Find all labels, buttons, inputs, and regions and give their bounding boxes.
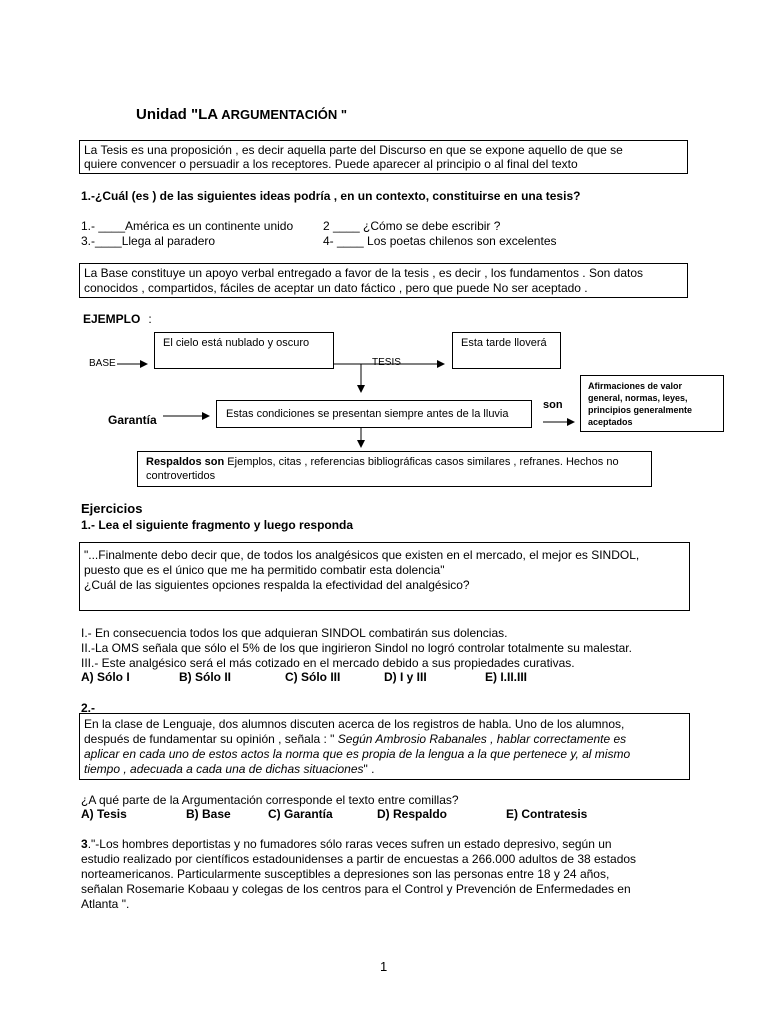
q2-answer-d: D) Respaldo (377, 807, 448, 821)
option-iii: III.- Este analgésico será el más cotizado en el mercado debido a sus propiedades curativas. (81, 656, 575, 670)
fragment-1-line-2: puesto que es el único que me ha permitido combatir esta dolencia" (84, 563, 445, 577)
base-line-1: La Base constituye un apoyo verbal entregado a favor de la tesis , es decir , los fundamentos . Son datos (84, 266, 644, 280)
question-2-number: 2.- (81, 701, 96, 715)
fragment-1-line-1: "...Finalmente debo decir que, de todos los analgésicos que existen en el mercado, el mejor es SINDOL, (84, 548, 640, 562)
q2-answer-e: E) Contratesis (506, 807, 588, 821)
tesis-example-box (452, 332, 561, 369)
base-example-box (154, 332, 334, 369)
respaldos-line-1 (146, 456, 619, 469)
q2-line-4-plain: " . (363, 762, 375, 776)
answer-e: E) I.II.III (485, 670, 528, 684)
answer-c: C) Sólo III (285, 670, 341, 684)
page-number: 1 (380, 959, 388, 974)
tesis-label: TESIS (372, 357, 401, 368)
q2-line-2 (84, 732, 626, 747)
q1-option-1: 1.- ____América es un continente unido (81, 219, 294, 233)
respaldos-line-2: controvertidos (146, 470, 216, 482)
title-rest: ARGUMENTACIÓN " (218, 107, 348, 122)
q2-answer-b: B) Base (186, 807, 231, 821)
son-label: son (543, 399, 563, 411)
question-3-line-1 (81, 837, 612, 852)
q2-line-1: En la clase de Lenguaje, dos alumnos discuten acerca de los registros de habla. Uno de los alumnos, (84, 717, 625, 731)
question-3-line-4: señalan Rosemarie Kobaau y colegas de los centros para el Control y Prevención de Enfermedades en (81, 882, 631, 896)
base-line-2: conocidos , compartidos, fáciles de aceptar un dato fáctico , pero que puede No ser aceptado . (84, 281, 588, 295)
q1-option-4: 4- ____ Los poetas chilenos son excelentes (323, 234, 557, 248)
q2-answer-a: A) Tesis (81, 807, 127, 821)
fragment-1-line-3: ¿Cuál de las siguientes opciones respalda la efectividad del analgésico? (84, 578, 470, 592)
tesis-example-text: Esta tarde lloverá (461, 337, 547, 349)
afirm-line-3: principios generalmente (588, 405, 693, 415)
question-3-number: 3 (81, 837, 88, 851)
afirm-line-1: Afirmaciones de valor (588, 381, 683, 391)
respaldos-box (137, 451, 652, 487)
q3-line-1-text: ."-Los hombres deportistas y no fumadores sólo raras veces sufren un estado depresivo, según un (87, 837, 612, 851)
ejercicios-subheading: 1.- Lea el siguiente fragmento y luego responda (81, 518, 354, 532)
answer-b: B) Sólo II (179, 670, 231, 684)
q2-line-4 (84, 762, 374, 777)
ejercicios-heading: Ejercicios (81, 501, 143, 516)
garantia-label: Garantía (108, 413, 157, 427)
q2-line-4-italic: tiempo , adecuada a cada una de dichas situaciones (84, 762, 364, 776)
q2-answer-c: C) Garantía (268, 807, 333, 821)
garantia-example-box (216, 400, 532, 428)
afirmaciones-box (580, 375, 724, 432)
afirm-line-4: aceptados (588, 417, 633, 427)
option-ii: II.-La OMS señala que sólo el 5% de los que ingirieron Sindol no logró controlar totalmente su malestar. (81, 641, 632, 655)
question-1-heading: 1.-¿Cuál (es ) de las siguientes ideas podría , en un contexto, constituirse en una tesis? (81, 189, 581, 203)
base-example-text: El cielo está nublado y oscuro (163, 337, 310, 349)
q1-option-3: 3.-____Llega al paradero (81, 234, 216, 248)
example-label-text: EJEMPLO (83, 312, 141, 326)
tesis-line-1: La Tesis es una proposición , es decir aquella parte del Discurso en que se expone aquello de que se (84, 143, 623, 157)
answer-a: A) Sólo I (81, 670, 130, 684)
q2-line-2-plain: después de fundamentar su opinión , señala : " (84, 732, 338, 746)
question-3-line-2: estudio realizado por científicos estadounidenses a partir de encuestas a 266.000 adultos de 38 estados (81, 852, 637, 866)
respaldos-text: Ejemplos, citas , referencias bibliográficas casos similares , refranes. Hechos no (224, 456, 619, 468)
q1-option-2: 2 ____ ¿Cómo se debe escribir ? (323, 219, 501, 233)
answer-d: D) I y III (384, 670, 427, 684)
q2-line-2-italic: Según Ambrosio Rabanales , hablar correctamente es (337, 732, 627, 746)
question-2-box (79, 713, 690, 780)
afirm-line-2: general, normas, leyes, (588, 393, 688, 403)
example-colon: : (148, 312, 152, 326)
question-3-line-5: Atlanta ". (81, 897, 130, 911)
fragment-1-box (79, 542, 690, 611)
tesis-line-2: quiere convencer o persuadir a los receptores. Puede aparecer al principio o al final del texto (84, 157, 578, 171)
title-prefix: Unidad "LA (136, 106, 219, 123)
option-i: I.- En consecuencia todos los que adquieran SINDOL combatirán sus dolencias. (81, 626, 508, 640)
q2-line-3: aplicar en cada uno de estos actos la norma que es propia de la lengua a la que pertenece y, al mismo (84, 747, 631, 761)
question-3-line-3: norteamericanos. Particularmente susceptibles a depresiones son las personas entre 18 y 24 años, (81, 867, 610, 881)
respaldos-bold: Respaldos son (146, 456, 225, 468)
question-2-prompt: ¿A qué parte de la Argumentación corresponde el texto entre comillas? (81, 793, 459, 807)
base-label: BASE (89, 358, 116, 369)
garantia-example-text: Estas condiciones se presentan siempre antes de la lluvia (226, 408, 509, 420)
